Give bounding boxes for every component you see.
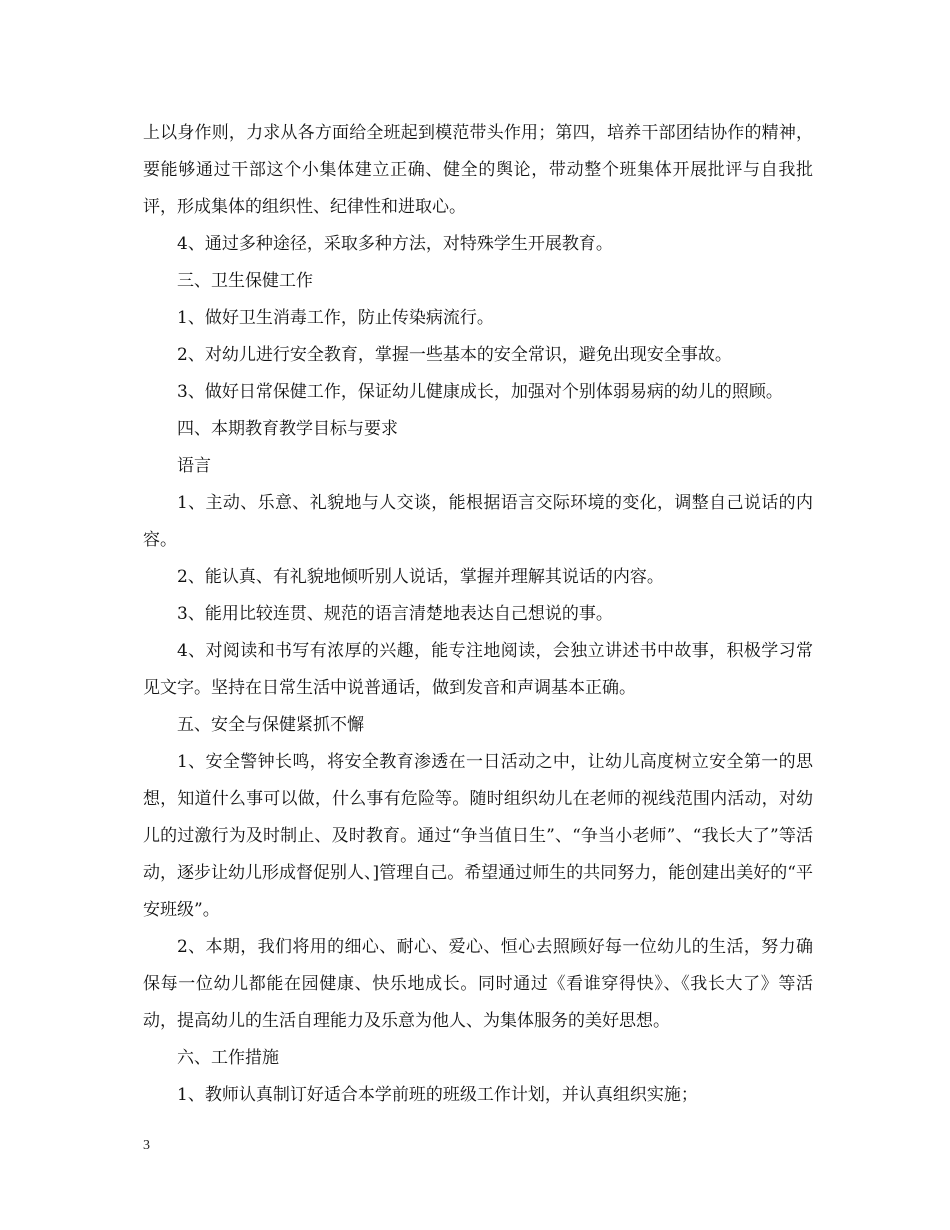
paragraph: 五、安全与保健紧抓不懈 <box>177 715 364 735</box>
paragraph: 3、做好日常保健工作，保证幼儿健康成长，加强对个别体弱易病的幼儿的照顾。 <box>177 382 783 402</box>
paragraph: 1、做好卫生消毒工作，防止传染病流行。 <box>177 308 494 328</box>
paragraph: 3、能用比较连贯、规范的语言清楚地表达自己想说的事。 <box>177 604 613 624</box>
paragraph: 语言 <box>177 456 211 476</box>
paragraph: 四、本期教育教学目标与要求 <box>177 419 398 439</box>
paragraph: 1、安全警钟长鸣，将安全教育渗透在一日活动之中，让幼儿高度树立安全第一的思想，知道什么事可以做，什么事有危险等。随时组织幼儿在老师的视线范围内活动，对幼儿的过激行为及时制止、及时教育。通过“争当值日生”、“争当小老师”、“我长大了”等活动，逐步让幼儿形成督促别人、]管理自己。希望通过师生的共同努力，能创建出美好的“平安班级”。 <box>143 752 813 920</box>
paragraph: 三、卫生保健工作 <box>177 271 313 291</box>
paragraph: 1、主动、乐意、礼貌地与人交谈，能根据语言交际环境的变化，调整自己说话的内容。 <box>143 493 813 550</box>
document-body <box>143 115 813 1114</box>
paragraph: 六、工作措施 <box>177 1048 279 1068</box>
paragraph: 上以身作则，力求从各方面给全班起到模范带头作用；第四，培养干部团结协作的精神，要能够通过干部这个小集体建立正确、健全的舆论，带动整个班集体开展批评与自我批评，形成集体的组织性、纪律性和进取心。 <box>143 123 813 217</box>
paragraph: 4、对阅读和书写有浓厚的兴趣，能专注地阅读，会独立讲述书中故事，积极学习常见文字。坚持在日常生活中说普通话，做到发音和声调基本正确。 <box>143 641 813 698</box>
paragraph: 4、通过多种途径，采取多种方法，对特殊学生开展教育。 <box>177 234 613 254</box>
paragraph: 2、对幼儿进行安全教育，掌握一些基本的安全常识，避免出现安全事故。 <box>177 345 732 365</box>
page-number: 3 <box>143 1138 150 1153</box>
paragraph: 2、能认真、有礼貌地倾听别人说话，掌握并理解其说话的内容。 <box>177 567 664 587</box>
paragraph: 1、教师认真制订好适合本学前班的班级工作计划，并认真组织实施； <box>177 1085 698 1105</box>
paragraph: 2、本期，我们将用的细心、耐心、爱心、恒心去照顾好每一位幼儿的生活，努力确保每一位幼儿都能在园健康、快乐地成长。同时通过《看谁穿得快》、《我长大了》等活动，提高幼儿的生活自理能力及乐意为他人、为集体服务的美好思想。 <box>143 937 813 1031</box>
